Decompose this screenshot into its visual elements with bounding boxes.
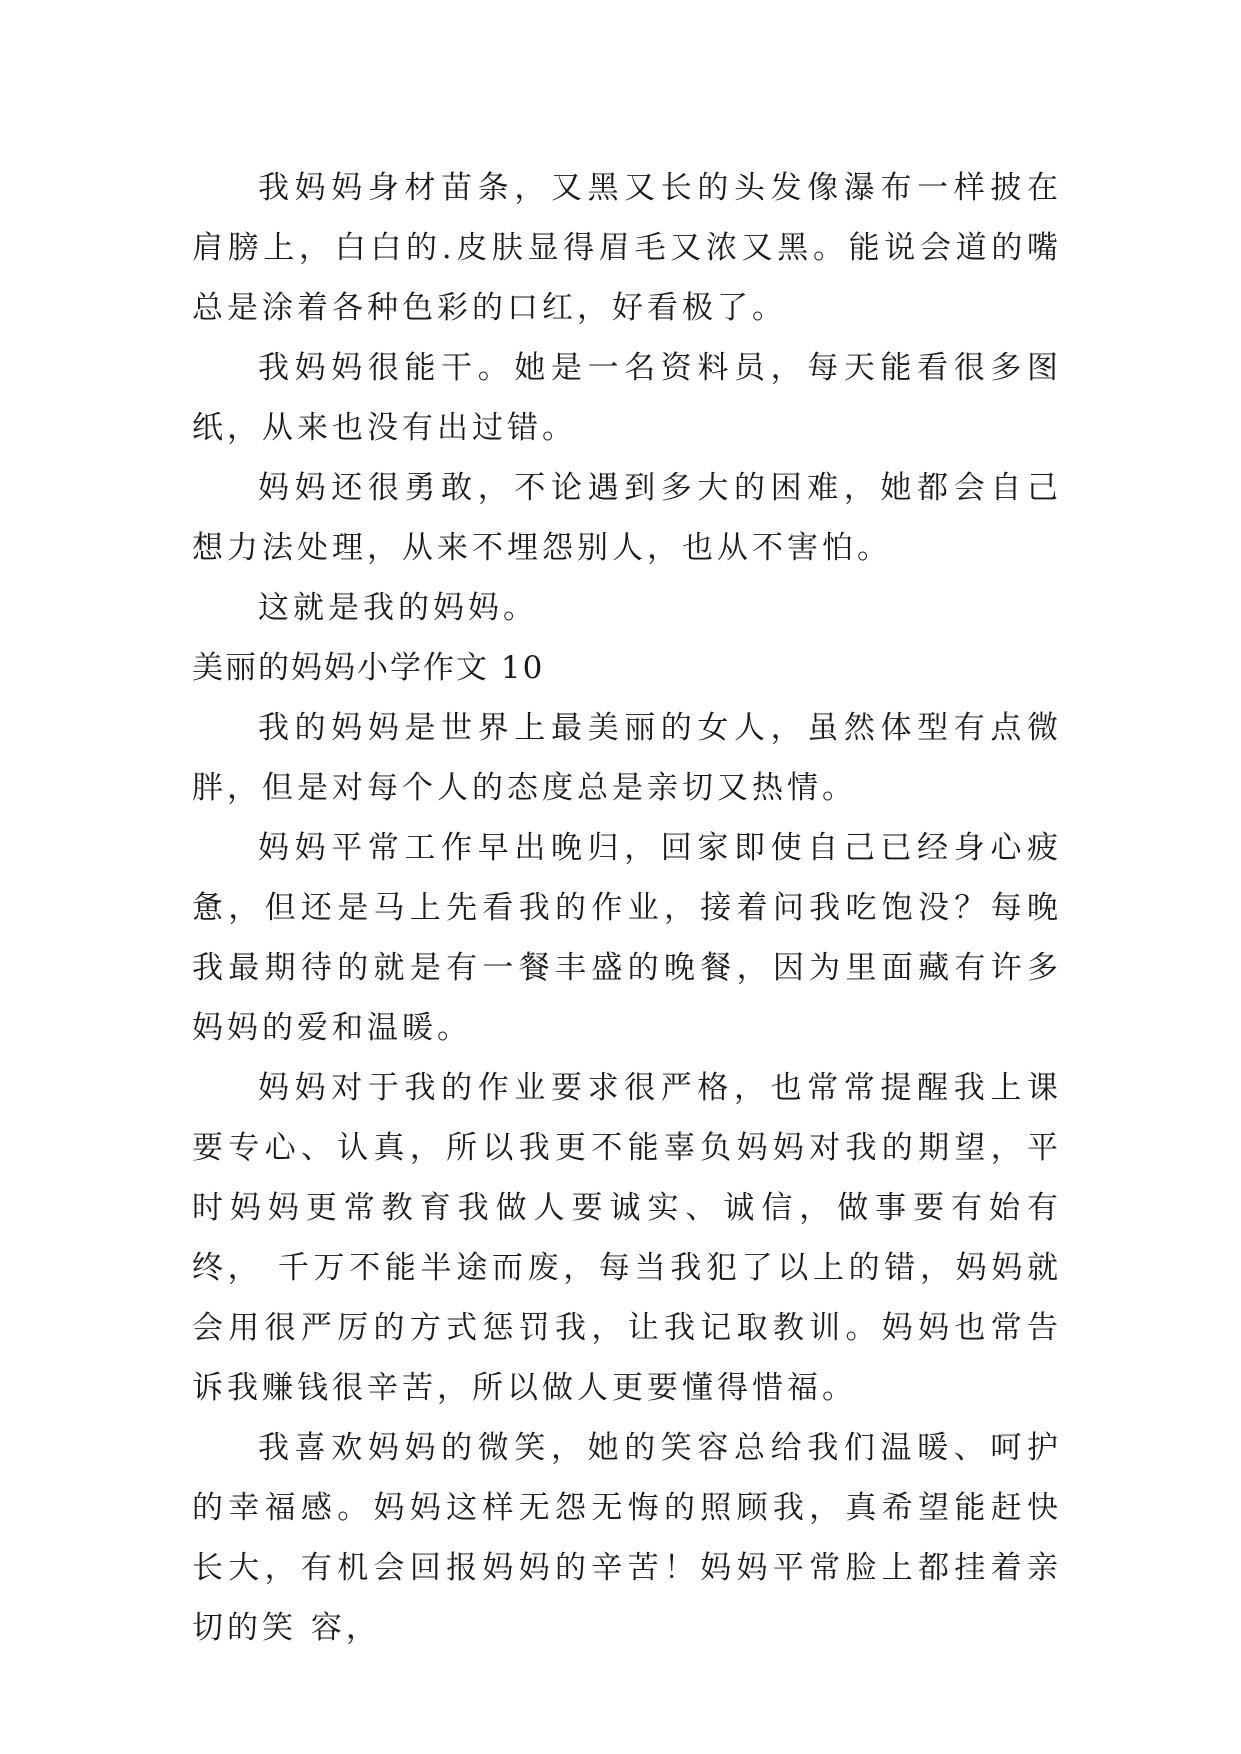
paragraph-closing: 这就是我的妈妈。 bbox=[258, 590, 538, 626]
paragraph-brave: 妈妈还很勇敢，不论遇到多大的困难，她都会自己想力法处理，从来不埋怨别人，也从不害怕。 bbox=[192, 470, 1062, 566]
paragraph-appearance: 我妈妈身材苗条，又黑又长的头发像瀑布一样披在肩膀上，白白的.皮肤显得眉毛又浓又黑。能说会道的嘴总是涂着各种色彩的口红，好看极了。 bbox=[192, 170, 1062, 326]
paragraph-smile: 我喜欢妈妈的微笑，她的笑容总给我们温暖、呵护的幸福感。妈妈这样无怨无悔的照顾我，真希望能赶快长大，有机会回报妈妈的辛苦！妈妈平常脸上都挂着亲切的笑 容， bbox=[192, 1430, 1062, 1646]
paragraph-capable: 我妈妈很能干。她是一名资料员，每天能看很多图纸，从来也没有出过错。 bbox=[192, 350, 1062, 446]
paragraph-work: 妈妈平常工作早出晚归，回家即使自己已经身心疲惫，但还是马上先看我的作业，接着问我吃饱没？每晚我最期待的就是有一餐丰盛的晚餐，因为里面藏有许多妈妈的爱和温暖。 bbox=[192, 830, 1062, 1046]
paragraph-strict: 妈妈对于我的作业要求很严格，也常常提醒我上课要专心、认真，所以我更不能辜负妈妈对我的期望，平时妈妈更常教育我做人要诚实、诚信，做事要有始有终， 千万不能半途而废，每当我犯了以上的错，妈妈就会用很严厉的方式惩罚我，让我记取教训。妈妈也常告诉我赚钱很辛苦，所以做人更要懂得惜福。 bbox=[192, 1070, 1062, 1406]
document-page bbox=[192, 158, 1062, 1658]
paragraph-intro: 我的妈妈是世界上最美丽的女人，虽然体型有点微胖，但是对每个人的态度总是亲切又热情。 bbox=[192, 710, 1062, 806]
essay-title: 美丽的妈妈小学作文 10 bbox=[192, 650, 545, 686]
